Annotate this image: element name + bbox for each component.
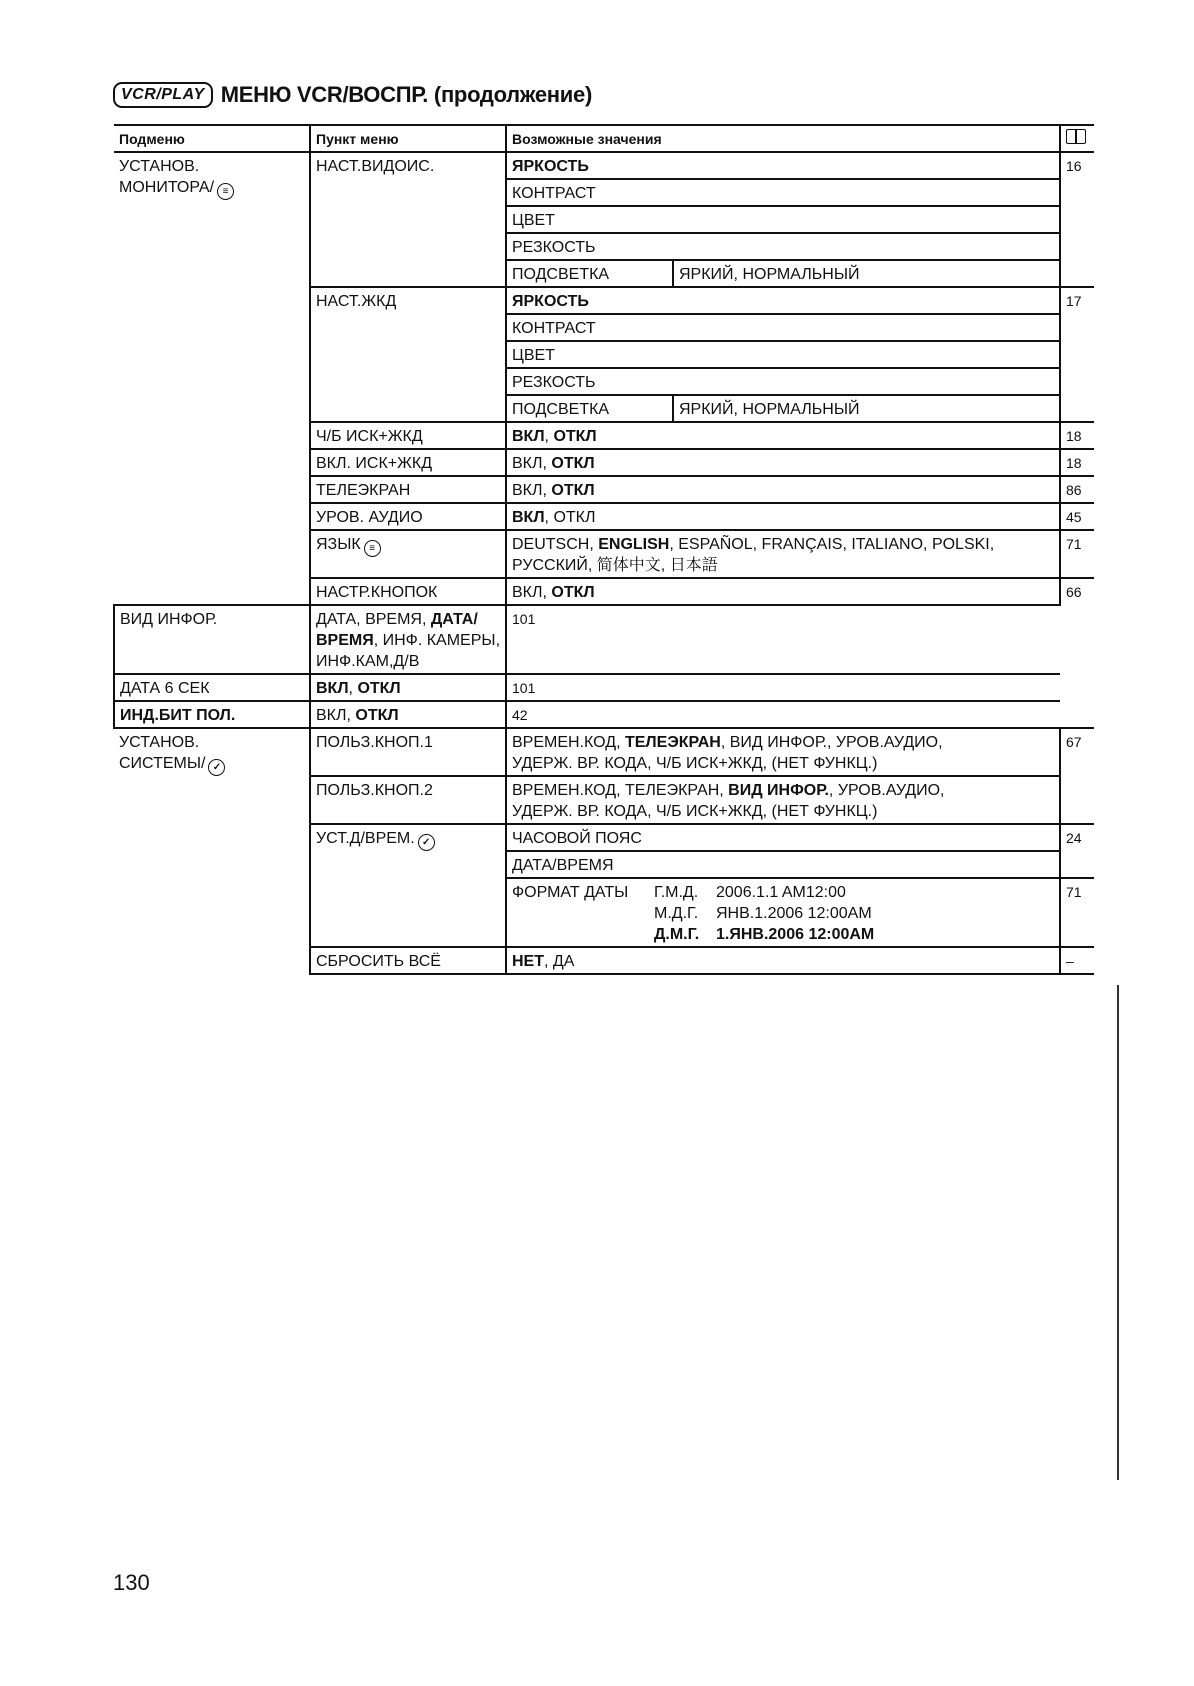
page-ref: 66 [1060, 578, 1094, 605]
col-header-page-ref [1060, 125, 1094, 152]
menu-item: ВИД ИНФОР. [114, 605, 310, 674]
menu-value: ЯРКОСТЬ [506, 152, 1060, 179]
menu-value: ВКЛ, ОТКЛ [310, 701, 506, 728]
menu-item: ТЕЛЕЭКРАН [310, 476, 506, 503]
menu-value: ДАТА/ВРЕМЯ [506, 851, 1060, 878]
menu-value: ВКЛ, ОТКЛ [506, 449, 1060, 476]
menu-value: ВКЛ, ОТКЛ [506, 578, 1060, 605]
menu-value: ЦВЕТ [506, 341, 1060, 368]
menu-item: ВКЛ. ИСК+ЖКД [310, 449, 506, 476]
submenu-system: УСТАНОВ. СИСТЕМЫ/ ✓ [114, 728, 310, 974]
menu-value: ЦВЕТ [506, 206, 1060, 233]
table-row [114, 701, 1094, 728]
menu-value: НЕТ, ДА [506, 947, 1060, 974]
page-ref: 16 [1060, 152, 1094, 287]
menu-value: КОНТРАСТ [506, 179, 1060, 206]
page-ref: 71 [1060, 878, 1094, 947]
check-circle-icon: ✓ [418, 834, 435, 851]
submenu-monitor: УСТАНОВ. МОНИТОРА/ ≡ [114, 152, 310, 605]
page-heading [113, 82, 592, 108]
menu-item: НАСТ.ВИДОИС. [310, 152, 506, 287]
menu-item: Ч/Б ИСК+ЖКД [310, 422, 506, 449]
page-ref: 18 [1060, 449, 1094, 476]
menu-value: ЧАСОВОЙ ПОЯС [506, 824, 1060, 851]
book-icon [1066, 129, 1086, 144]
speech-bubble-icon: ≡ [364, 540, 381, 557]
table-row [114, 674, 1094, 701]
menu-item: ПОЛЬЗ.КНОП.2 [310, 776, 506, 824]
page-ref: 71 [1060, 530, 1094, 578]
menu-value: ПОДСВЕТКА ЯРКИЙ, НОРМАЛЬНЫЙ [506, 395, 1060, 422]
page-ref: 101 [506, 605, 1060, 674]
menu-value: ВКЛ, ОТКЛ [506, 476, 1060, 503]
menu-item: УРОВ. АУДИО [310, 503, 506, 530]
col-header-item: Пункт меню [310, 125, 506, 152]
page-ref: 17 [1060, 287, 1094, 422]
speech-bubble-icon: ≡ [217, 183, 234, 200]
mode-badge: VCR/PLAY [113, 82, 213, 108]
menu-item: ДАТА 6 СЕК [114, 674, 310, 701]
page-ref: 42 [506, 701, 1060, 728]
page-title: МЕНЮ VCR/ВОСПР. (продолжение) [220, 82, 592, 107]
page-number: 130 [113, 1570, 150, 1595]
page-ref: 18 [1060, 422, 1094, 449]
menu-value: ВРЕМЕН.КОД, ТЕЛЕЭКРАН, ВИД ИНФОР., УРОВ.АУДИО, УДЕРЖ. ВР. КОДА, Ч/Б ИСК+ЖКД, (НЕТ ФУНКЦ.) [506, 728, 1060, 776]
menu-value: ДАТА, ВРЕМЯ, ДАТА/ВРЕМЯ, ИНФ. КАМЕРЫ, ИНФ.КАМ,Д/В [310, 605, 506, 674]
menu-value: РЕЗКОСТЬ [506, 233, 1060, 260]
margin-line [1117, 985, 1119, 1480]
table-row [114, 605, 1094, 674]
menu-item: ИНД.БИТ ПОЛ. [114, 701, 310, 728]
menu-value: ВКЛ, ОТКЛ [506, 422, 1060, 449]
menu-item: ЯЗЫК ≡ [310, 530, 506, 578]
col-header-submenu: Подменю [114, 125, 310, 152]
menu-item: УСТ.Д/ВРЕМ. ✓ [310, 824, 506, 947]
page-ref: – [1060, 947, 1094, 974]
page-ref: 67 [1060, 728, 1094, 824]
menu-value: КОНТРАСТ [506, 314, 1060, 341]
check-circle-icon: ✓ [208, 759, 225, 776]
menu-value: ВКЛ, ОТКЛ [310, 674, 506, 701]
table-row [114, 152, 1094, 179]
menu-value: ПОДСВЕТКА ЯРКИЙ, НОРМАЛЬНЫЙ [506, 260, 1060, 287]
page-ref: 86 [1060, 476, 1094, 503]
col-header-values: Возможные значения [506, 125, 1060, 152]
page-ref: 24 [1060, 824, 1094, 878]
table-header-row [114, 125, 1094, 152]
page-ref: 101 [506, 674, 1060, 701]
menu-value: ВРЕМЕН.КОД, ТЕЛЕЭКРАН, ВИД ИНФОР., УРОВ.АУДИО, УДЕРЖ. ВР. КОДА, Ч/Б ИСК+ЖКД, (НЕТ ФУНКЦ.) [506, 776, 1060, 824]
menu-value: ЯРКОСТЬ [506, 287, 1060, 314]
menu-table [113, 124, 1094, 975]
menu-value: DEUTSCH, ENGLISH, ESPAÑOL, FRANÇAIS, ITALIANO, POLSKI, РУССКИЙ, 简体中文, 日本語 [506, 530, 1060, 578]
menu-item: НАСТ.ЖКД [310, 287, 506, 422]
menu-value: ВКЛ, ОТКЛ [506, 503, 1060, 530]
menu-item: СБРОСИТЬ ВСЁ [310, 947, 506, 974]
menu-item: ПОЛЬЗ.КНОП.1 [310, 728, 506, 776]
menu-item: НАСТР.КНОПОК [310, 578, 506, 605]
menu-value: РЕЗКОСТЬ [506, 368, 1060, 395]
page-ref: 45 [1060, 503, 1094, 530]
menu-value: ФОРМАТ ДАТЫ Г.М.Д. 2006.1.1 AM12:00 М.Д.Г. ЯНВ.1.2006 12:00AM Д.М.Г. 1.ЯНВ.2006 12:00AM [506, 878, 1060, 947]
table-row [114, 728, 1094, 776]
